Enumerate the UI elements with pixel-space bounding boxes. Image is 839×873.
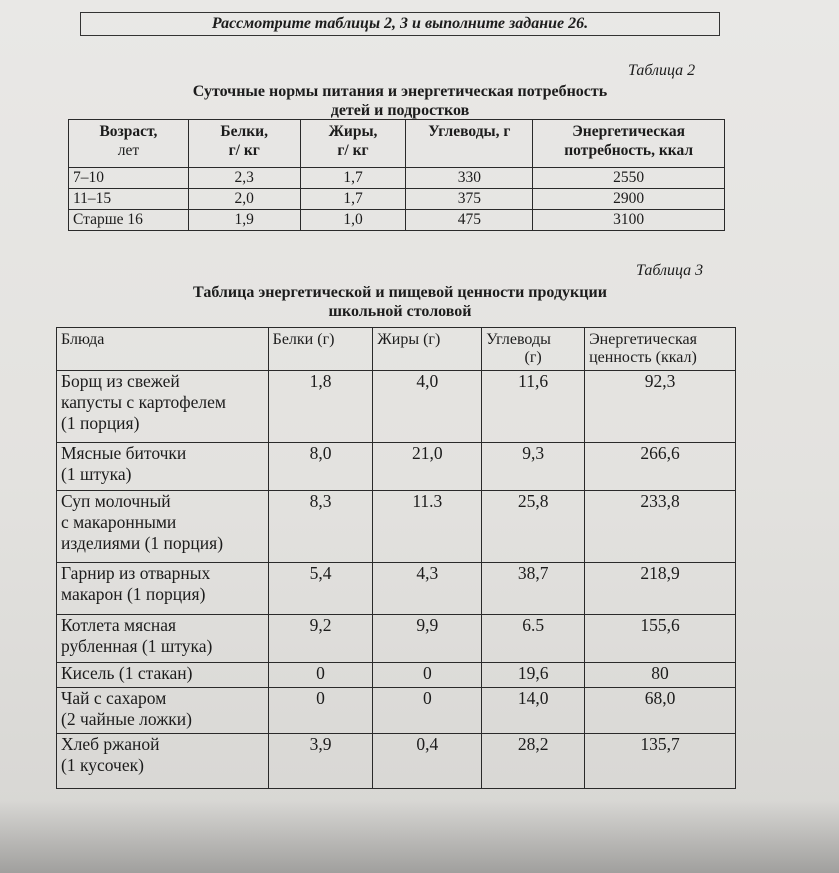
table2-title: [100, 82, 700, 120]
dish-line: Хлеб ржаной: [61, 734, 160, 754]
fat-cell: 11.3: [373, 491, 482, 563]
table2-header-cell: Возраст, лет: [69, 120, 189, 168]
fat-cell: 1,7: [300, 168, 406, 189]
protein-cell: 5,4: [268, 563, 373, 615]
dish-line: (2 чайные ложки): [61, 709, 192, 729]
fat-cell: 1,7: [300, 189, 406, 210]
dish-line: (1 кусочек): [61, 755, 144, 775]
dish-cell: [57, 563, 269, 615]
table-row: [57, 563, 736, 615]
energy-cell: 68,0: [585, 688, 736, 734]
dish-cell: [57, 688, 269, 734]
dish-cell: [57, 734, 269, 789]
protein-cell: 2,0: [188, 189, 300, 210]
carb-cell: 28,2: [482, 734, 585, 789]
table2-header-cell: Энергетическая потребность, ккал: [533, 120, 725, 168]
protein-cell: 1,9: [188, 210, 300, 231]
fat-cell: 21,0: [373, 443, 482, 491]
carb-cell: 38,7: [482, 563, 585, 615]
carb-cell: 19,6: [482, 663, 585, 688]
dish-cell: [57, 491, 269, 563]
carb-cell: 330: [406, 168, 533, 189]
task-header: Рассмотрите таблицы 2, 3 и выполните задание 26.: [80, 12, 720, 36]
table2-header-cell: Жиры, г/ кг: [300, 120, 406, 168]
carb-cell: 9,3: [482, 443, 585, 491]
dish-line: Чай с сахаром: [61, 688, 167, 708]
dish-cell: [57, 615, 269, 663]
age-cell: 11–15: [69, 189, 189, 210]
dish-line: (1 штука): [61, 464, 132, 484]
carb-cell: 475: [406, 210, 533, 231]
table2-title-line: детей и подростков: [330, 102, 470, 119]
dish-line: Суп молочный: [61, 491, 171, 511]
dish-line: Гарнир из отварных: [61, 563, 211, 583]
dish-line: Котлета мясная: [61, 615, 177, 635]
protein-cell: 0: [268, 663, 373, 688]
dish-line: (1 порция): [61, 413, 140, 433]
table3-body: [57, 371, 736, 789]
dish-line: Борщ из свежей: [61, 371, 180, 391]
table3-header-cell: Энергетическая ценность (ккал): [585, 328, 736, 371]
table3-header-row: [57, 328, 736, 371]
table-row: [57, 491, 736, 563]
table-row: [69, 189, 725, 210]
energy-cell: 218,9: [585, 563, 736, 615]
table-row: [57, 663, 736, 688]
dish-line: с макаронными: [61, 512, 177, 532]
fat-cell: 0: [373, 688, 482, 734]
fat-cell: 4,3: [373, 563, 482, 615]
table-row: [69, 168, 725, 189]
table3-title-line: Таблица энергетической и пищевой ценности продукции: [193, 284, 607, 301]
dish-line: рубленная (1 штука): [61, 636, 213, 656]
photo-shadow: [0, 800, 839, 873]
carb-cell: 6.5: [482, 615, 585, 663]
dish-line: Мясные биточки: [61, 443, 187, 463]
school-canteen-table: [56, 327, 736, 789]
table2-header-cell: Белки, г/ кг: [188, 120, 300, 168]
table-row: [69, 210, 725, 231]
table-row: [57, 371, 736, 443]
carb-cell: 14,0: [482, 688, 585, 734]
table2-header-row: [69, 120, 725, 168]
table3-header-cell: Углеводы (г): [482, 328, 585, 371]
energy-cell: 3100: [533, 210, 725, 231]
protein-cell: 8,0: [268, 443, 373, 491]
dish-line: изделиями (1 порция): [61, 533, 224, 553]
fat-cell: 0,4: [373, 734, 482, 789]
energy-cell: 155,6: [585, 615, 736, 663]
protein-cell: 0: [268, 688, 373, 734]
table-row: [57, 615, 736, 663]
table2-label: Таблица 2: [628, 62, 696, 79]
energy-cell: 2550: [533, 168, 725, 189]
nutrition-norms-table: [68, 119, 725, 231]
energy-cell: 80: [585, 663, 736, 688]
carb-cell: 25,8: [482, 491, 585, 563]
table3-header-cell: Блюда: [57, 328, 269, 371]
energy-cell: 92,3: [585, 371, 736, 443]
fat-cell: 0: [373, 663, 482, 688]
dish-line: капусты с картофелем: [61, 392, 226, 412]
table-row: [57, 688, 736, 734]
dish-cell: [57, 443, 269, 491]
energy-cell: 135,7: [585, 734, 736, 789]
dish-cell: [57, 663, 269, 688]
table3-title-line: школьной столовой: [328, 303, 472, 320]
dish-cell: [57, 371, 269, 443]
carb-cell: 11,6: [482, 371, 585, 443]
table3-header-cell: Жиры (г): [373, 328, 482, 371]
table3-header-cell: Белки (г): [268, 328, 373, 371]
dish-line: Кисель (1 стакан): [61, 663, 193, 683]
protein-cell: 3,9: [268, 734, 373, 789]
table-row: [57, 734, 736, 789]
protein-cell: 8,3: [268, 491, 373, 563]
fat-cell: 9,9: [373, 615, 482, 663]
fat-cell: 4,0: [373, 371, 482, 443]
energy-cell: 266,6: [585, 443, 736, 491]
fat-cell: 1,0: [300, 210, 406, 231]
protein-cell: 9,2: [268, 615, 373, 663]
age-cell: 7–10: [69, 168, 189, 189]
table3-label: Таблица 3: [636, 262, 704, 279]
table2-title-line: Суточные нормы питания и энергетическая потребность: [192, 83, 608, 100]
energy-cell: 2900: [533, 189, 725, 210]
carb-cell: 375: [406, 189, 533, 210]
table-row: [57, 443, 736, 491]
age-cell: Старше 16: [69, 210, 189, 231]
table2-header-cell: Углеводы, г: [406, 120, 533, 168]
dish-line: макарон (1 порция): [61, 584, 206, 604]
table3-title: [90, 283, 710, 321]
protein-cell: 1,8: [268, 371, 373, 443]
protein-cell: 2,3: [188, 168, 300, 189]
energy-cell: 233,8: [585, 491, 736, 563]
